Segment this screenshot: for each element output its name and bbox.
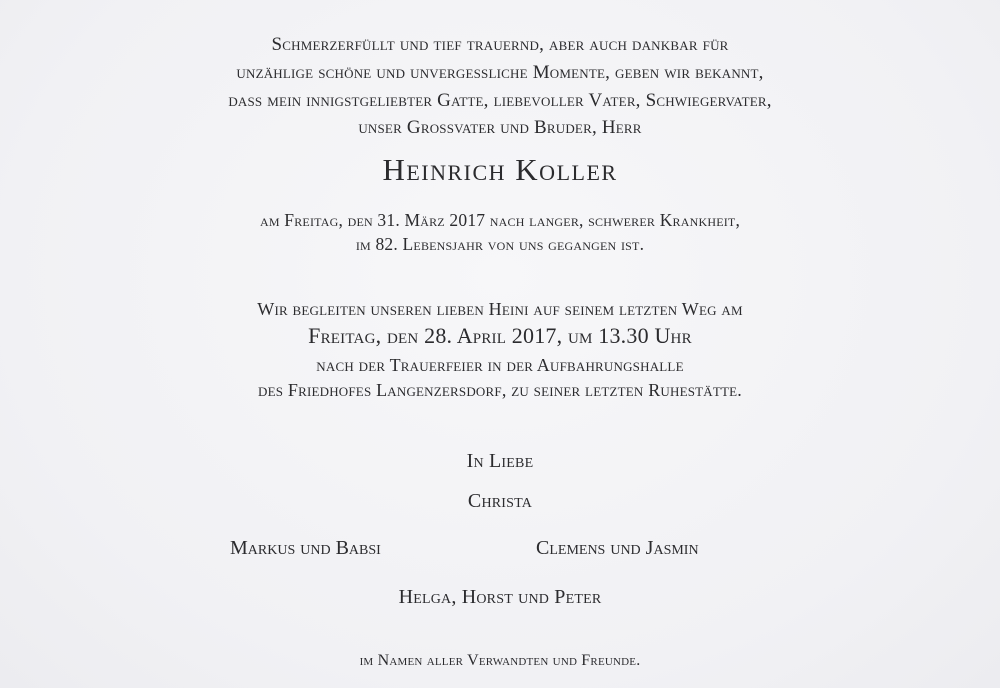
funeral-line-4: des Friedhofes Langenzersdorf, zu seiner letzten Ruhestätte.	[258, 380, 742, 400]
intro-line-4: unser Grossvater und Bruder, Herr	[358, 117, 642, 138]
mourner-right: Clemens und Jasmin	[536, 537, 699, 559]
funeral-line-3: nach der Trauerfeier in der Aufbahrungshalle	[316, 355, 684, 375]
deceased-name: Heinrich Koller	[382, 152, 618, 187]
siblings-names: Helga, Horst und Peter	[398, 586, 602, 608]
death-notice-line-2: im 82. Lebensjahr von uns gegangen ist.	[355, 234, 645, 254]
spouse-name: Christa	[467, 490, 533, 512]
intro-line-2: unzählige schöne und unvergessliche Momente, geben wir bekannt,	[236, 62, 764, 83]
intro-line-1: Schmerzerfüllt und tief trauernd, aber auch dankbar für	[271, 34, 729, 55]
footer-line: im Namen aller Verwandten und Freunde.	[359, 652, 641, 669]
death-notice-line-1: am Freitag, den 31. März 2017 nach langer, schwerer Krankheit,	[259, 210, 741, 230]
funeral-line-1: Wir begleiten unseren lieben Heini auf seinem letzten Weg am	[257, 299, 743, 319]
in-love-label: In Liebe	[466, 450, 534, 472]
intro-line-3: dass mein innigstgeliebter Gatte, liebevoller Vater, Schwiegervater,	[228, 90, 772, 111]
mourner-left: Markus und Babsi	[230, 537, 381, 559]
funeral-date: Freitag, den 28. April 2017, um 13.30 Uhr	[308, 323, 692, 348]
